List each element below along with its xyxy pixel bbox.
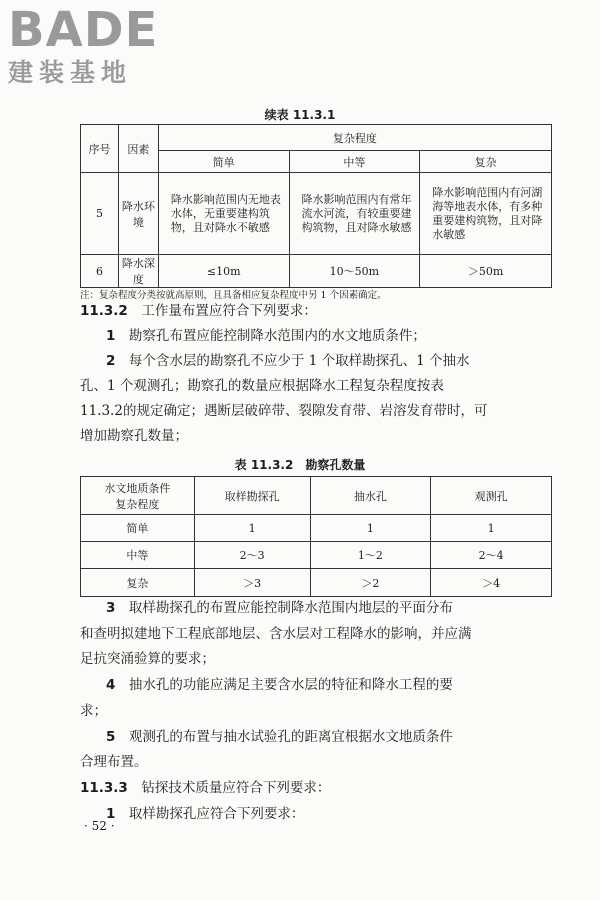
table2-level: 复杂 bbox=[81, 569, 195, 597]
item-number: 4 bbox=[106, 677, 116, 694]
item-number: 1 bbox=[106, 328, 116, 344]
item-text: 合理布置。 bbox=[80, 754, 148, 771]
table1-cell: 降水影响范围内有河湖海等地表水体，有多种重要建构筑物，且对降水敏感 bbox=[420, 173, 552, 255]
table2-cell: 1 bbox=[310, 515, 431, 542]
table2-caption: 表 11.3.2 勘察孔数量 bbox=[234, 458, 366, 472]
item-text: 孔、1 个观测孔；勘察孔的数量应根据降水工程复杂程度按表 bbox=[80, 378, 444, 394]
table1-cell: 降水影响范围内有常年流水河流，有较重要建构筑物，且对降水敏感 bbox=[289, 173, 420, 255]
item-text: 求； bbox=[80, 702, 107, 719]
table2-cell: 1～2 bbox=[310, 542, 431, 569]
clause-11-3-2 bbox=[80, 299, 550, 449]
table1-level: 复杂 bbox=[420, 151, 552, 173]
item-number: 3 bbox=[106, 600, 116, 616]
table2-level: 简单 bbox=[81, 515, 195, 542]
table2-cell: 1 bbox=[431, 515, 552, 542]
table-row bbox=[81, 569, 552, 597]
table1-head-factor: 因素 bbox=[118, 125, 158, 173]
table2-cell: ＞4 bbox=[431, 569, 552, 597]
table2-cell: 2～3 bbox=[194, 542, 310, 569]
table1-head-no: 序号 bbox=[81, 125, 119, 173]
item-text: 每个含水层的勘察孔不应少于 1 个取样勘探孔、1 个抽水 bbox=[128, 353, 470, 369]
item-number: 5 bbox=[106, 728, 116, 745]
item-text: 和查明拟建地下工程底部地层、含水层对工程降水的影响，并应满 bbox=[80, 625, 472, 642]
table2 bbox=[80, 476, 552, 597]
table1-cell-no: 5 bbox=[81, 173, 119, 255]
item-text: 勘察孔布置应能控制降水范围内的水文地质条件； bbox=[128, 328, 426, 344]
table2-head-level bbox=[81, 477, 195, 515]
table1-level: 简单 bbox=[158, 151, 289, 173]
item-text: 足抗突涌验算的要求； bbox=[80, 651, 215, 668]
table-row bbox=[81, 542, 552, 569]
table1-cell: ≤10m bbox=[158, 255, 289, 288]
table2-col-header: 取样勘探孔 bbox=[194, 477, 310, 515]
table2-head-line: 水文地质条件 bbox=[104, 481, 171, 495]
item-number: 1 bbox=[106, 805, 116, 822]
page-number: · 52 · bbox=[84, 819, 115, 833]
table2-cell: 2～4 bbox=[431, 542, 552, 569]
table2-cell: 1 bbox=[194, 515, 310, 542]
clause-title: 钻探技术质量应符合下列要求： bbox=[141, 779, 331, 796]
table-row bbox=[81, 255, 552, 288]
table1-caption: 续表 11.3.1 bbox=[264, 108, 336, 122]
table1-cell-factor: 降水环境 bbox=[118, 173, 158, 255]
item-text: 增加勘察孔数量； bbox=[80, 428, 188, 444]
logo-subtitle: 建装基地 bbox=[8, 58, 133, 87]
table1-note: 注：复杂程度分类按就高原则，且具备相应复杂程度中另 1 个因素确定。 bbox=[80, 290, 387, 301]
item-text: 抽水孔的功能应满足主要含水层的特征和降水工程的要 bbox=[128, 677, 453, 694]
item-text: 取样勘探孔应符合下列要求： bbox=[128, 805, 305, 822]
item-text: 取样勘探孔的布置应能控制降水范围内地层的平面分布 bbox=[128, 600, 453, 616]
table1-level: 中等 bbox=[289, 151, 420, 173]
clause-number: 11.3.3 bbox=[80, 779, 128, 796]
table-row bbox=[81, 515, 552, 542]
table2-col-header: 抽水孔 bbox=[310, 477, 431, 515]
table2-head-line: 复杂程度 bbox=[115, 497, 160, 511]
table2-cell: ＞3 bbox=[194, 569, 310, 597]
table1 bbox=[80, 124, 552, 288]
logo bbox=[8, 4, 158, 88]
clause-number: 11.3.2 bbox=[80, 303, 128, 319]
item-text: 11.3.2的规定确定；遇断层破碎带、裂隙发育带、岩溶发育带时，可 bbox=[80, 403, 488, 419]
item-number: 2 bbox=[106, 353, 116, 369]
item-text: 观测孔的布置与抽水试验孔的距离宜根据水文地质条件 bbox=[128, 728, 453, 745]
table-row bbox=[81, 173, 552, 255]
table1-cell: 降水影响范围内无地表水体，无重要建构筑物，且对降水不敏感 bbox=[158, 173, 289, 255]
table1-cell-factor: 降水深度 bbox=[118, 255, 158, 288]
table1-head-group: 复杂程度 bbox=[158, 125, 551, 151]
table1-cell: 10～50m bbox=[289, 255, 420, 288]
items-3-5 bbox=[80, 596, 550, 827]
table2-level: 中等 bbox=[81, 542, 195, 569]
table2-col-header: 观测孔 bbox=[431, 477, 552, 515]
logo-wordmark: BADE bbox=[8, 2, 159, 58]
table1-cell-no: 6 bbox=[81, 255, 119, 288]
table2-cell: ＞2 bbox=[310, 569, 431, 597]
table1-cell: ＞50m bbox=[420, 255, 552, 288]
clause-title: 工作量布置应符合下列要求： bbox=[141, 303, 317, 319]
